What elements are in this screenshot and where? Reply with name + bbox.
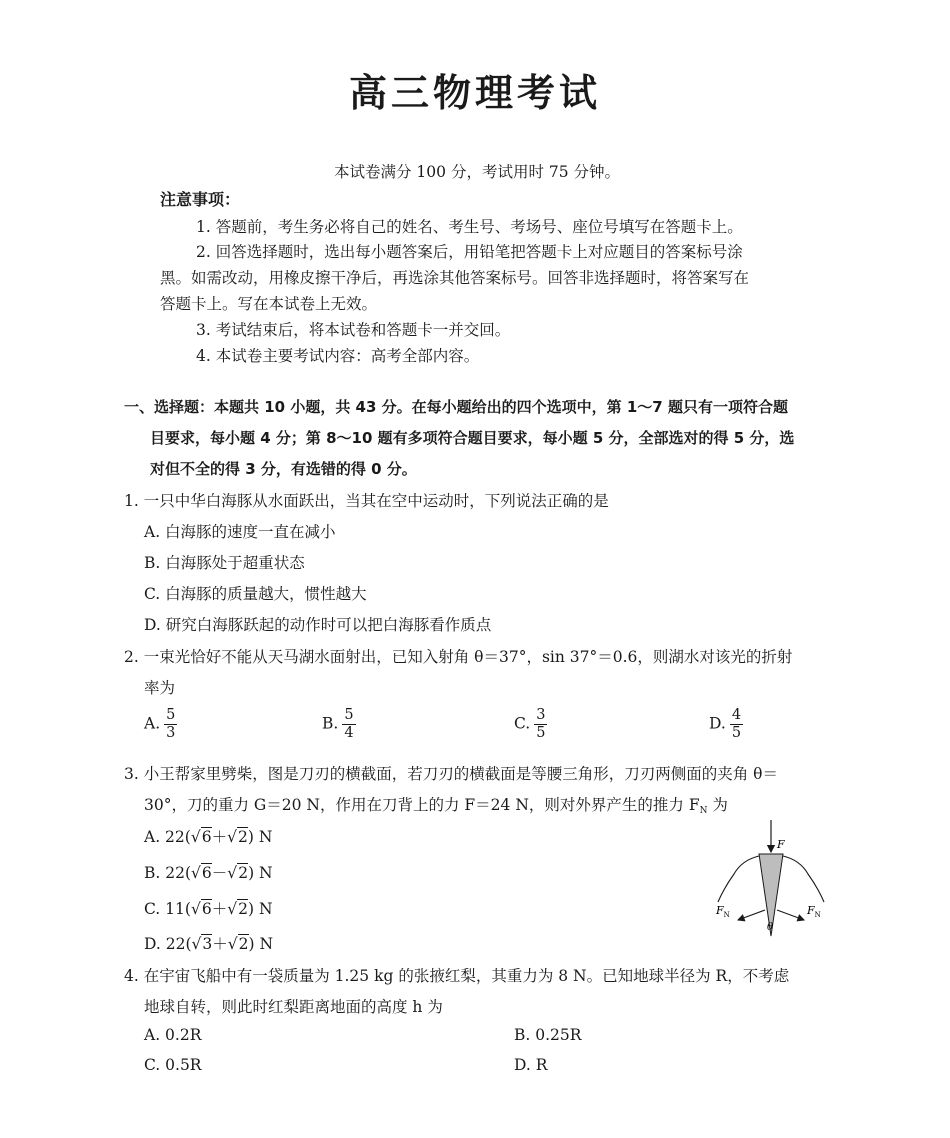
q4-option-d: D. R: [514, 1056, 548, 1074]
q2-option-c: C. $\frac{3}{5}$: [514, 707, 546, 741]
angle-theta-label: θ: [767, 922, 774, 933]
notice-item-1: 1. 答题前，考生务必将自己的姓名、考生号、考场号、座位号填写在答题卡上。: [196, 218, 743, 236]
q3-option-d: D. 22(√3＋√2) N: [144, 935, 274, 953]
wood-right-curve: [783, 856, 824, 902]
q1-option-b: B. 白海豚处于超重状态: [144, 554, 305, 572]
page-title: 高三物理考试: [348, 71, 601, 115]
section-1-line-2: 目要求，每小题 4 分；第 8～10 题有多项符合题目要求，每小题 5 分，全部选对的得 5 分，选: [150, 429, 795, 447]
force-fn-right-label: $F_N$: [807, 904, 821, 919]
q4-option-a: A. 0.2R: [144, 1026, 202, 1044]
fraction: $\frac{5}{4}$: [344, 707, 354, 741]
q1-stem: 1. 一只中华白海豚从水面跃出，当其在空中运动时，下列说法正确的是: [124, 492, 609, 510]
force-fn-left-label: $F_N$: [716, 904, 730, 919]
section-1-line-1: 一、选择题：本题共 10 小题，共 43 分。在每小题给出的四个选项中，第 1～7 题只有一项符合题: [124, 398, 788, 416]
notice-item-2-line-3: 答题卡上。写在本试卷上无效。: [160, 295, 378, 313]
q3-option-a: A. 22(√6＋√2) N: [144, 828, 273, 846]
notice-item-4: 4. 本试卷主要考试内容：高考全部内容。: [196, 347, 480, 365]
q3-option-c: C. 11(√6＋√2) N: [144, 900, 273, 918]
q4-stem-line-1: 4. 在宇宙飞船中有一袋质量为 1.25 kg 的张掖红梨，其重力为 8 N。已知地球半径为 R，不考虑: [124, 967, 790, 985]
force-fn-right-arrow: [777, 910, 804, 920]
q3-stem-line-2: 30°，刀的重力 G＝20 N，作用在刀背上的力 F＝24 N，则对外界产生的推力 $F_N$ 为: [144, 796, 728, 816]
q4-option-c: C. 0.5R: [144, 1056, 202, 1074]
q4-stem-line-2: 地球自转，则此时红梨距离地面的高度 h 为: [144, 998, 443, 1016]
q4-option-b: B. 0.25R: [514, 1026, 582, 1044]
notice-heading: 注意事项：: [160, 190, 241, 209]
q1-option-a: A. 白海豚的速度一直在减小: [144, 523, 336, 541]
q2-option-d: D. $\frac{4}{5}$: [709, 707, 742, 741]
notice-item-2-line-2: 黑。如需改动，用橡皮擦干净后，再选涂其他答案标号。回答非选择题时，将答案写在: [160, 269, 750, 287]
fraction: $\frac{3}{5}$: [536, 707, 546, 741]
q1-option-c: C. 白海豚的质量越大，惯性越大: [144, 585, 367, 603]
q2-stem-line-1: 2. 一束光恰好不能从天马湖水面射出，已知入射角 θ＝37°，sin 37°＝0.6，则湖水对该光的折射: [124, 648, 793, 666]
q1-option-d: D. 研究白海豚跃起的动作时可以把白海豚看作质点: [144, 616, 492, 634]
q2-option-b: B. $\frac{5}{4}$: [322, 707, 354, 741]
q2-option-a: A. $\frac{5}{3}$: [144, 707, 176, 741]
q3-stem-line-1: 3. 小王帮家里劈柴，图是刀刃的横截面，若刀刃的横截面是等腰三角形，刀刃两侧面的夹角 θ＝: [124, 765, 778, 783]
section-1-line-3: 对但不全的得 3 分，有选错的得 0 分。: [150, 460, 417, 478]
wood-left-curve: [718, 856, 759, 902]
notice-item-3: 3. 考试结束后，将本试卷和答题卡一并交回。: [196, 321, 511, 339]
force-f-label: F: [777, 838, 785, 851]
fraction: $\frac{5}{3}$: [166, 707, 176, 741]
exam-intro: 本试卷满分 100 分，考试用时 75 分钟。: [334, 163, 621, 181]
fraction: $\frac{4}{5}$: [731, 707, 742, 741]
notice-item-2-line-1: 2. 回答选择题时，选出每小题答案后，用铅笔把答题卡上对应题目的答案标号涂: [196, 243, 743, 261]
q3-option-b: B. 22(√6－√2) N: [144, 864, 273, 882]
q2-stem-line-2: 率为: [144, 679, 176, 697]
force-fn-left-arrow: [738, 910, 765, 920]
knife-blade-figure: [712, 818, 830, 940]
